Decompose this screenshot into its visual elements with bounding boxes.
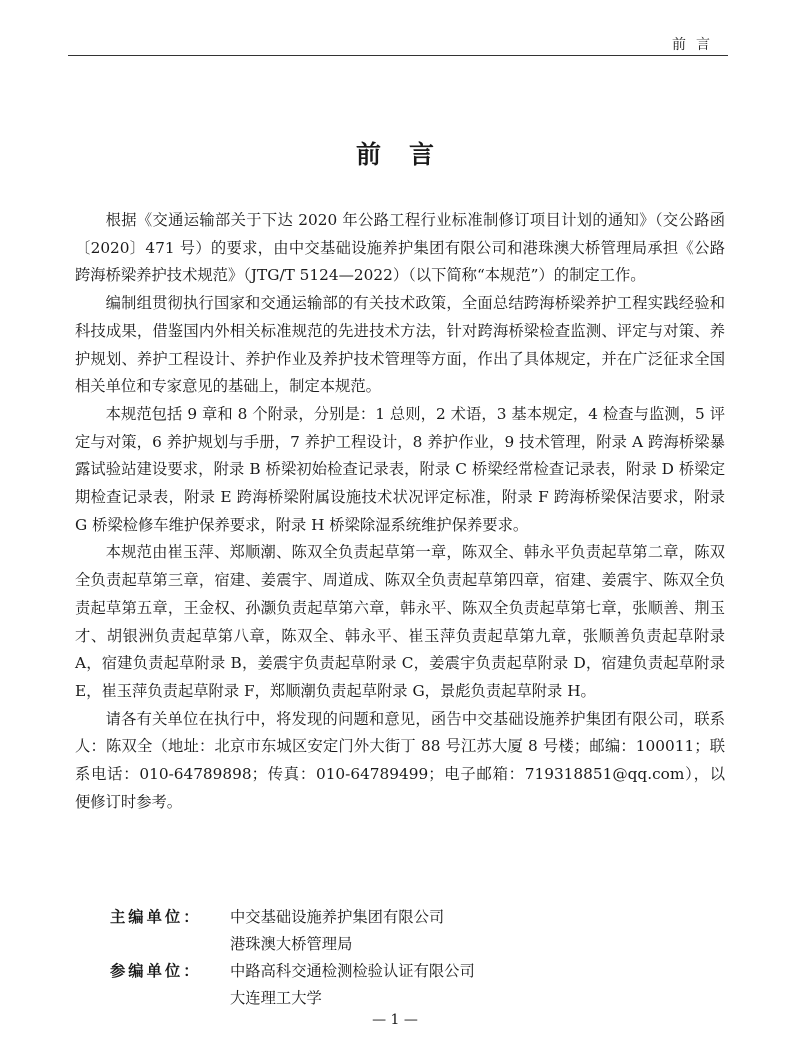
paragraph-compilation: 编制组贯彻执行国家和交通运输部的有关技术政策，全面总结跨海桥梁养护工程实践经验和科技成果，借鉴国内外相关标准规范的先进技术方法，针对跨海桥梁检查监测、评定与对策、养护规划、养护工程设计、养护作业及养护技术管理等方面，作出了具体规定，并在广泛征求全国相关单位和专家意见的基础上，制定本规范。 (75, 294, 725, 396)
paragraph-contents: 本规范包括 9 章和 8 个附录，分别是：1 总则，2 术语，3 基本规定，4 检查与监测，5 评定与对策，6 养护规划与手册，7 养护工程设计，8 养护作业，9 技术管理，附录 A 跨海桥梁暴露试验站建设要求，附录 B 桥梁初始检查记录表，附录 C 桥梁经常检查记录表，附录 D 桥梁定期检查记录表，附录 E 跨海桥梁附属设施技术状况评定标准，附录 F 跨海桥梁保洁要求，附录 G 桥梁检修车维护保养要求，附录 H 桥梁除湿系统维护保养要求。 (75, 404, 725, 534)
paragraph-drafters: 本规范由崔玉萍、郑顺潮、陈双全负责起草第一章，陈双全、韩永平负责起草第二章，陈双全负责起草第三章，宿建、姜震宇、周道成、陈双全负责起草第四章，宿建、姜震宇、陈双全负责起草第五章，王金权、孙灏负责起草第六章，韩永平、陈双全负责起草第七章，张顺善、荆玉才、胡银洲负责起草第八章，陈双全、韩永平、崔玉萍负责起草第九章，张顺善负责起草附录 A，宿建负责起草附录 B，姜震宇负责起草附录 C，姜震宇负责起草附录 D，宿建负责起草附录 E，崔玉萍负责起草附录 F，郑顺潮负责起草附录 G，景彪负责起草附录 H。 (75, 543, 725, 700)
header-rule (68, 55, 728, 56)
chief-editor-unit: 港珠澳大桥管理局 (230, 935, 353, 953)
paragraph-contact: 请各有关单位在执行中，将发现的问题和意见，函告中交基础设施养护集团有限公司，联系人：陈双全（地址：北京市东城区安定门外大街丁 88 号江苏大厦 8 号楼；邮编：100011；联系电话：010-64789898；传真：010-64789499；电子邮箱：719318851@qq.com），以便修订时参考。 (75, 709, 725, 811)
chief-editor-unit: 中交基础设施养护集团有限公司 (230, 908, 445, 926)
body-text (75, 207, 725, 816)
paragraph-plan-basis: 根据《交通运输部关于下达 2020 年公路工程行业标准制修订项目计划的通知》（交公路函〔2020〕471 号）的要求，由中交基础设施养护集团有限公司和港珠澳大桥管理局承担《公路跨海桥梁养护技术规范》（JTG/T 5124—2022）（以下简称“本规范”）的制定工作。 (75, 211, 725, 285)
chief-editor-list (230, 904, 444, 958)
chief-editor-group (110, 904, 475, 958)
co-editor-unit: 大连理工大学 (230, 989, 322, 1007)
chief-editor-label: 主编单位： (110, 908, 202, 926)
co-editor-label: 参编单位： (110, 962, 202, 980)
co-editor-list (230, 958, 475, 1012)
co-editor-unit: 中路高科交通检测检验认证有限公司 (230, 962, 475, 980)
page-title: 前言 (355, 140, 462, 169)
running-header: 前言 (672, 37, 720, 53)
co-editor-group (110, 958, 475, 1012)
editor-units (110, 904, 475, 1012)
page-number: — 1 — (372, 1012, 418, 1028)
